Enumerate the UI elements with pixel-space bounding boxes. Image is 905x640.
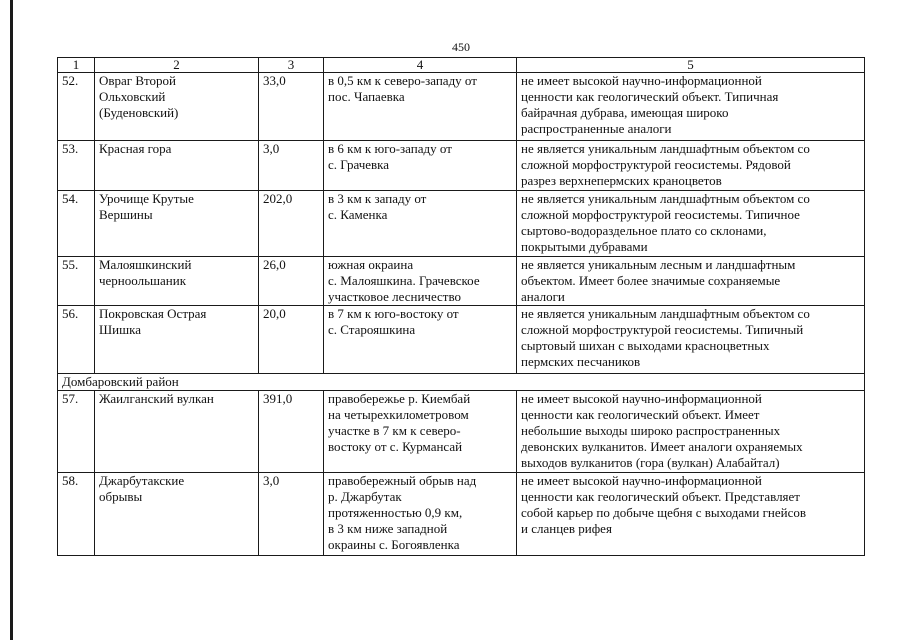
header-col-5: 5: [517, 58, 865, 73]
scan-left-edge: [10, 0, 13, 640]
exclusion-reason: не имеет высокой научно-информационной ценности как геологический объект. Имеет небольшие выходы широко распространенных девонских вулканитов. Имеет аналоги охраняемых выходов вулканитов (гора (вулкан) Алабайтал): [517, 391, 865, 473]
object-name: Жаилганский вулкан: [95, 391, 259, 473]
table-body-before-section: [58, 73, 865, 374]
object-area: 3,0: [259, 473, 324, 556]
object-name: Урочище Крутые Вершины: [95, 191, 259, 257]
table-row: [58, 257, 865, 306]
row-number: 56.: [58, 306, 95, 374]
header-col-3: 3: [259, 58, 324, 73]
object-area: 202,0: [259, 191, 324, 257]
header-col-1: 1: [58, 58, 95, 73]
header-col-4: 4: [324, 58, 517, 73]
object-location: южная окраина с. Малояшкина. Грачевское участковое лесничество: [324, 257, 517, 306]
object-area: 3,0: [259, 141, 324, 191]
exclusion-reason: не является уникальным ландшафтным объектом со сложной морфоструктурой геосистемы. Типичный сыртовый шихан с выходами красноцветных пермских песчаников: [517, 306, 865, 374]
object-name: Джарбутакские обрывы: [95, 473, 259, 556]
row-number: 57.: [58, 391, 95, 473]
table-row: [58, 191, 865, 257]
table-row: [58, 306, 865, 374]
page-number: 450: [452, 40, 470, 54]
table-row: [58, 473, 865, 556]
row-number: 55.: [58, 257, 95, 306]
row-number: 58.: [58, 473, 95, 556]
object-area: 26,0: [259, 257, 324, 306]
table-body-after-section: [58, 391, 865, 556]
table-header: [58, 58, 865, 73]
object-area: 391,0: [259, 391, 324, 473]
natural-objects-table: [57, 57, 865, 556]
exclusion-reason: не имеет высокой научно-информационной ценности как геологический объект. Типичная байрачная дубрава, имеющая широко распространенные аналоги: [517, 73, 865, 141]
object-name: Красная гора: [95, 141, 259, 191]
object-location: в 3 км к западу от с. Каменка: [324, 191, 517, 257]
exclusion-reason: не является уникальным ландшафтным объектом со сложной морфоструктурой геосистемы. Типичное сыртово-водораздельное плато со склонами, покрытыми дубравами: [517, 191, 865, 257]
object-name: Малояшкинский черноольшаник: [95, 257, 259, 306]
table-row: [58, 141, 865, 191]
section-row: [58, 374, 865, 391]
exclusion-reason: не является уникальным ландшафтным объектом со сложной морфоструктурой геосистемы. Рядовой разрез верхнепермских краноцветов: [517, 141, 865, 191]
row-number: 52.: [58, 73, 95, 141]
object-location: правобережный обрыв над р. Джарбутак протяженностью 0,9 км, в 3 км ниже западной окраины с. Богоявленка: [324, 473, 517, 556]
header-row: [58, 58, 865, 73]
exclusion-reason: не имеет высокой научно-информационной ценности как геологический объект. Представляет собой карьер по добыче щебня с выходами гнейсов и сланцев рифея: [517, 473, 865, 556]
row-number: 53.: [58, 141, 95, 191]
object-location: правобережье р. Киембай на четырехкилометровом участке в 7 км к северо- востоку от с. Курмансай: [324, 391, 517, 473]
header-col-2: 2: [95, 58, 259, 73]
object-area: 33,0: [259, 73, 324, 141]
object-name: Покровская Острая Шишка: [95, 306, 259, 374]
exclusion-reason: не является уникальным лесным и ландшафтным объектом. Имеет более значимые сохраняемые аналоги: [517, 257, 865, 306]
object-name: Овраг Второй Ольховский (Буденовский): [95, 73, 259, 141]
object-location: в 0,5 км к северо-западу от пос. Чапаевка: [324, 73, 517, 141]
row-number: 54.: [58, 191, 95, 257]
object-location: в 6 км к юго-западу от с. Грачевка: [324, 141, 517, 191]
table-row: [58, 73, 865, 141]
section-title: Домбаровский район: [58, 374, 865, 391]
table-row: [58, 391, 865, 473]
object-area: 20,0: [259, 306, 324, 374]
section-row-group: [58, 374, 865, 391]
object-location: в 7 км к юго-востоку от с. Старояшкина: [324, 306, 517, 374]
